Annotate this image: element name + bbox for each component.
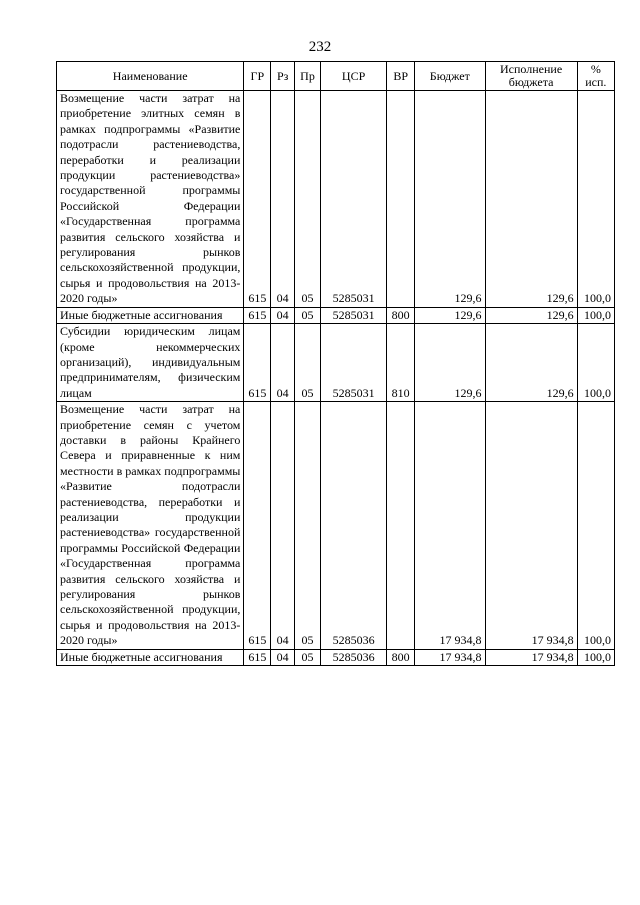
header-budget: Бюджет	[415, 62, 485, 91]
row-gr: 615	[244, 307, 271, 323]
row-name: Возмещение части затрат на приобретение элитных семян в рамках подпрограммы «Развитие подотрасли растениеводства, переработки и реализации продукции растениеводства» государственной программы Российской Федерации «Государственная программа развития сельского хозяйства и регулирования рынков сельскохозяйственной продукции, сырья и продовольствия на 2013-2020 годы»	[57, 91, 244, 308]
row-budget: 17 934,8	[415, 402, 485, 650]
header-name: Наименование	[57, 62, 244, 91]
table-row	[57, 307, 615, 323]
row-budget: 129,6	[415, 324, 485, 402]
row-gr: 615	[244, 91, 271, 308]
header-pr: Пр	[295, 62, 321, 91]
row-csr: 5285031	[320, 324, 386, 402]
row-percent: 100,0	[577, 91, 614, 308]
row-percent: 100,0	[577, 402, 614, 650]
row-gr: 615	[244, 402, 271, 650]
row-rz: 04	[271, 649, 295, 665]
row-execution: 129,6	[485, 91, 577, 308]
row-execution: 17 934,8	[485, 402, 577, 650]
row-pr: 05	[295, 649, 321, 665]
header-rz: Рз	[271, 62, 295, 91]
row-name: Иные бюджетные ассигнования	[57, 307, 244, 323]
row-rz: 04	[271, 324, 295, 402]
row-execution: 129,6	[485, 307, 577, 323]
header-csr: ЦСР	[320, 62, 386, 91]
table-row	[57, 324, 615, 402]
row-rz: 04	[271, 307, 295, 323]
row-vr: 800	[387, 307, 415, 323]
row-percent: 100,0	[577, 324, 614, 402]
row-rz: 04	[271, 91, 295, 308]
row-pr: 05	[295, 402, 321, 650]
row-vr: 800	[387, 649, 415, 665]
row-gr: 615	[244, 324, 271, 402]
row-pr: 05	[295, 91, 321, 308]
row-vr: 810	[387, 324, 415, 402]
row-csr: 5285031	[320, 91, 386, 308]
row-execution: 17 934,8	[485, 649, 577, 665]
row-gr: 615	[244, 649, 271, 665]
row-rz: 04	[271, 402, 295, 650]
row-pr: 05	[295, 307, 321, 323]
row-percent: 100,0	[577, 649, 614, 665]
row-vr	[387, 91, 415, 308]
row-csr: 5285036	[320, 402, 386, 650]
budget-table	[56, 61, 615, 666]
row-percent: 100,0	[577, 307, 614, 323]
table-row	[57, 91, 615, 308]
page-number: 232	[308, 39, 332, 55]
row-vr	[387, 402, 415, 650]
row-budget: 129,6	[415, 307, 485, 323]
row-name: Возмещение части затрат на приобретение семян с учетом доставки в районы Крайнего Севера и приравненные к ним местности в рамках подпрограммы «Развитие подотрасли растениеводства, переработки и реализации продукции растениеводства» государственной программы Российской Федерации «Государственная программа развития сельского хозяйства и регулирования рынков сельскохозяйственной продукции, сырья и продовольствия на 2013-2020 годы»	[57, 402, 244, 650]
header-gr: ГР	[244, 62, 271, 91]
row-csr: 5285031	[320, 307, 386, 323]
header-percent: % исп.	[577, 62, 614, 91]
row-name: Субсидии юридическим лицам (кроме некоммерческих организаций), индивидуальным предпринимателям, физическим лицам	[57, 324, 244, 402]
row-pr: 05	[295, 324, 321, 402]
header-execution: Исполнение бюджета	[485, 62, 577, 91]
table-header-row	[57, 62, 615, 91]
table-row	[57, 402, 615, 650]
row-execution: 129,6	[485, 324, 577, 402]
row-budget: 17 934,8	[415, 649, 485, 665]
row-name: Иные бюджетные ассигнования	[57, 649, 244, 665]
header-vr: ВР	[387, 62, 415, 91]
row-csr: 5285036	[320, 649, 386, 665]
row-budget: 129,6	[415, 91, 485, 308]
table-row	[57, 649, 615, 665]
